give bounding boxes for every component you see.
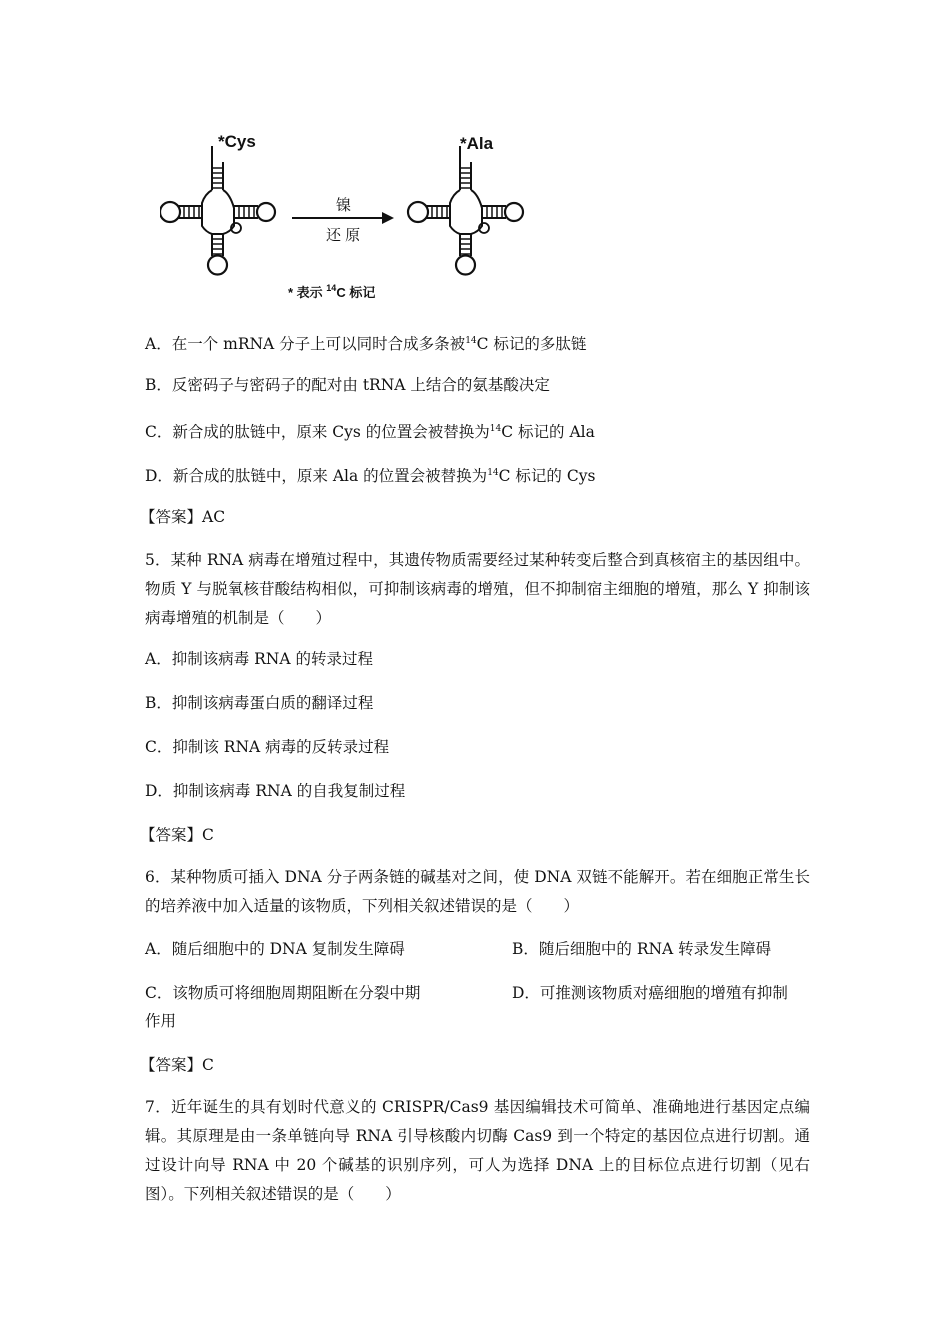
trna-figure: [160, 128, 540, 308]
note-prefix: * 表示: [288, 285, 323, 300]
q7-stem: 7．近年诞生的具有划时代意义的 CRISPR/Cas9 基因编辑技术可简单、准确地进行基因定点编辑。其原理是由一条单链向导 RNA 引导核酸内切酶 Cas9 到一个特定的基因位点进行切割。通过设计向导 RNA 中 20 个碱基的识别序列，可人为选择 DNA 上的目标位点进行切割（见右图）。下列相关叙述错误的是（ ）: [145, 1098, 810, 1203]
q4-option-b: B．反密码子与密码子的配对由 tRNA 上结合的氨基酸决定: [145, 376, 550, 394]
label-note: [288, 282, 375, 301]
q5-option-d: D．抑制该病毒 RNA 的自我复制过程: [145, 782, 406, 800]
q6-option-d-continued: 作用: [145, 1012, 177, 1030]
q5-stem: 5．某种 RNA 病毒在增殖过程中，其遗传物质需要经过某种转变后整合到真核宿主的基因组中。物质 Y 与脱氧核苷酸结构相似，可抑制该病毒的增殖，但不抑制宿主细胞的增殖，那么 Y 抑制该病毒增殖的机制是（ ）: [145, 551, 810, 627]
q4-answer: 【答案】AC: [140, 508, 226, 526]
q6-option-d: D．可推测该物质对癌细胞的增殖有抑制: [512, 984, 788, 1002]
arrow-top-label: 镍: [336, 197, 352, 214]
q5-option-b: B．抑制该病毒蛋白质的翻译过程: [145, 694, 374, 712]
q4-option-c: C．新合成的肽链中，原来 Cys 的位置会被替换为$^{14}$C 标记的 Ala: [145, 423, 595, 441]
q5-answer: 【答案】C: [140, 826, 214, 844]
arrow-bottom-label: 还 原: [326, 227, 361, 244]
q4-option-a: A．在一个 mRNA 分子上可以同时合成多条被$^{14}$C 标记的多肽链: [145, 335, 587, 353]
q6-option-a: A．随后细胞中的 DNA 复制发生障碍: [145, 940, 405, 958]
right-amino-acid-label: *Ala: [460, 134, 494, 153]
q4-option-d: D．新合成的肽链中，原来 Ala 的位置会被替换为$^{14}$C 标记的 Cys: [145, 467, 596, 485]
q6-option-b: B．随后细胞中的 RNA 转录发生障碍: [512, 940, 772, 958]
q5-option-a: A．抑制该病毒 RNA 的转录过程: [145, 650, 373, 668]
q6-option-c: C．该物质可将细胞周期阻断在分裂中期: [145, 984, 421, 1002]
left-amino-acid-label: *Cys: [218, 132, 256, 151]
q6-stem: 6．某种物质可插入 DNA 分子两条链的碱基对之间，使 DNA 双链不能解开。若在细胞正常生长的培养液中加入适量的该物质，下列相关叙述错误的是（ ）: [145, 868, 810, 915]
note-suffix: C 标记: [336, 285, 376, 300]
q5-option-c: C．抑制该 RNA 病毒的反转录过程: [145, 738, 390, 756]
note-sup: 14: [326, 283, 337, 293]
q6-answer: 【答案】C: [140, 1056, 214, 1074]
trna-diagram: [160, 128, 540, 308]
